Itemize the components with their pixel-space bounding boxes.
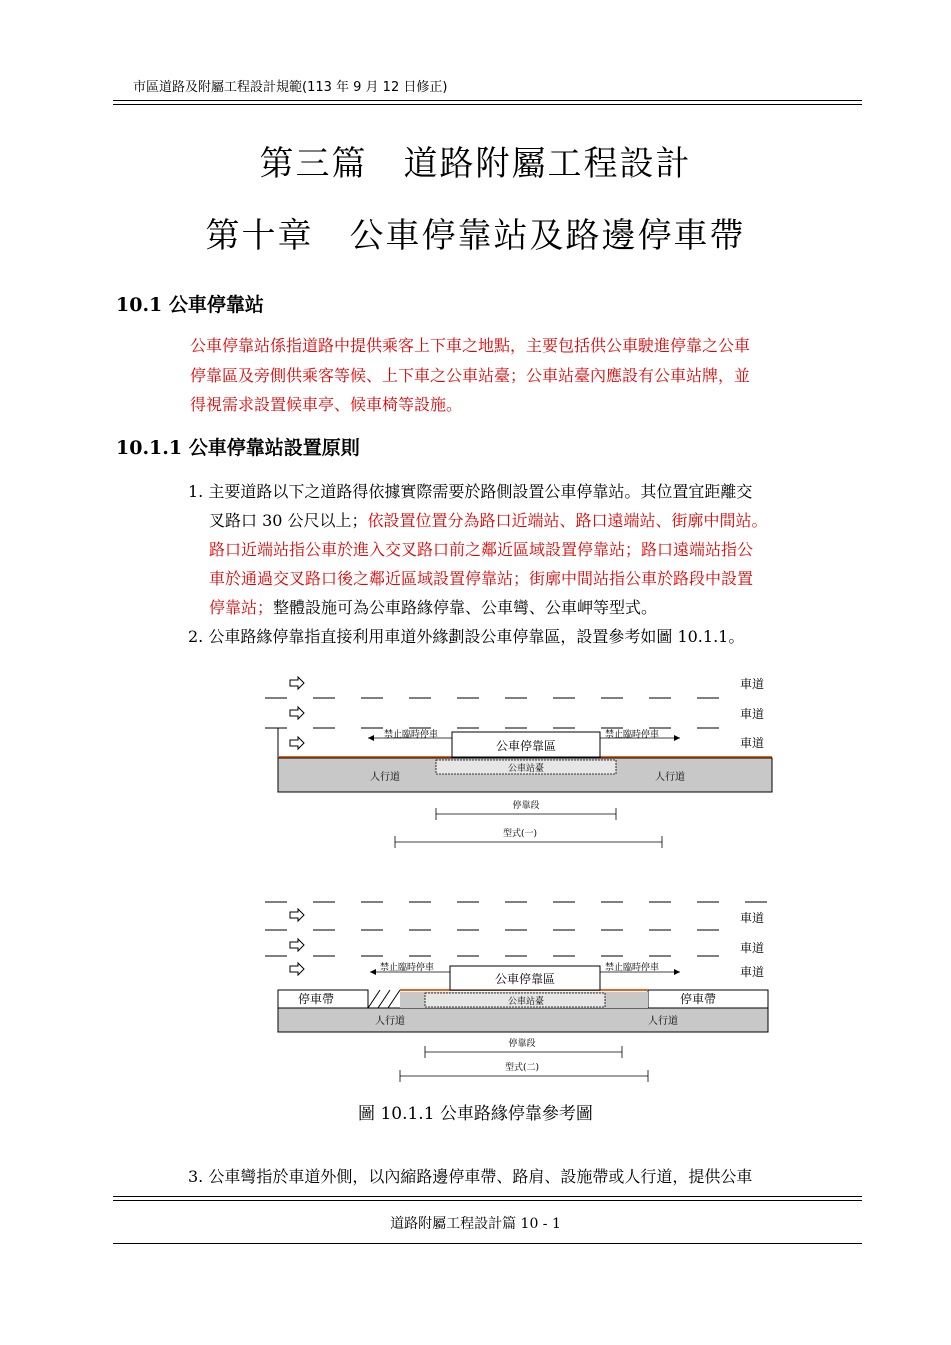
footer-rule-bottom: [113, 1243, 862, 1244]
lane-arrow-icon: [290, 677, 304, 689]
lane-label: 車道: [740, 736, 765, 750]
lane-arrow-icon: [290, 939, 304, 951]
section-10-1-body: [190, 331, 855, 420]
figure-caption: 圖 10.1.1 公車路緣停靠參考圖: [358, 1104, 593, 1124]
section-heading-10-1: 10.1 公車停靠站: [116, 294, 264, 316]
footer-rule-second: [113, 1200, 862, 1201]
type-label: 型式(一): [502, 829, 538, 839]
running-header: 市區道路及附屬工程設計規範(113 年 9 月 12 日修正): [133, 80, 448, 95]
no-stop-left-label: 禁止臨時停車: [380, 963, 435, 973]
lane-dashes: [265, 902, 775, 956]
platform-label: 公車站臺: [507, 997, 545, 1007]
list-item-1-line3: 路口近端站指公車於進入交叉路口前之鄰近區域設置停靠站；路口遠端站指公: [209, 540, 754, 559]
stop-segment-label: 停靠段: [512, 801, 540, 811]
lane-arrow-icon: [290, 909, 304, 921]
list-item-1-line2: [209, 506, 768, 536]
lane-arrow-icon: [290, 963, 304, 975]
arrow-left-icon: [370, 969, 376, 975]
list-item-2: 2. 公車路緣停靠指直接利用車道外緣劃設公車停靠區，設置參考如圖 10.1.1。: [188, 627, 745, 646]
header-rule-top: [113, 100, 862, 101]
sidewalk-left-label: 人行道: [370, 772, 400, 783]
no-stop-right-label: 禁止臨時停車: [605, 963, 660, 973]
bus-zone-label: 公車停靠區: [494, 972, 556, 986]
lane-dashes: [265, 698, 730, 728]
lane-arrow-icon: [290, 707, 304, 719]
body-line: 停靠區及旁側供乘客等候、上下車之公車站臺；公車站臺內應設有公車站牌，並: [190, 365, 751, 385]
lane-arrows: [290, 909, 304, 975]
body-line: 公車停靠站係指道路中提供乘客上下車之地點，主要包括供公車駛進停靠之公車: [190, 336, 751, 355]
no-stop-left-label: 禁止臨時停車: [384, 730, 439, 740]
list-item-1-line4: 車於通過交叉路口後之鄰近區域設置停靠站；街廓中間站指公車於路段中設置: [209, 569, 754, 588]
header-rule-bottom: [113, 104, 862, 105]
sidewalk-right-label: 人行道: [655, 772, 685, 783]
arrow-right-icon: [674, 969, 680, 975]
sidewalk: [278, 1008, 768, 1032]
arrow-right-icon: [674, 735, 680, 741]
list-item-1-text: 整體設施可為公車路緣停靠、公車彎、公車岬等型式。: [273, 598, 658, 617]
chapter-title: 第十章 公車停靠站及路邊停車帶: [205, 216, 746, 256]
type-label: 型式(二): [504, 1063, 540, 1073]
list-item-1-text: 叉路口 30 公尺以上；: [209, 511, 368, 530]
parking-right-label: 停車帶: [680, 992, 717, 1006]
lane-arrows: [290, 677, 304, 749]
lane-label: 車道: [740, 911, 765, 925]
list-item-1-line5: [209, 593, 657, 623]
page-number: 道路附屬工程設計篇 10 - 1: [390, 1216, 561, 1232]
platform-label: 公車站臺: [507, 764, 545, 774]
bus-stop-diagram-type-1: [260, 670, 780, 850]
lane-arrow-icon: [290, 737, 304, 749]
stop-segment-label: 停靠段: [508, 1039, 536, 1049]
lane-label: 車道: [740, 707, 765, 721]
sidewalk-left-label: 人行道: [375, 1016, 405, 1027]
lane-label: 車道: [740, 677, 765, 691]
list-item-1-text-red: 停靠站；: [209, 598, 274, 617]
list-item-1-text-red: 依設置位置分為路口近端站、路口遠端站、街廓中間站。: [367, 511, 768, 530]
hatch-left: [368, 990, 400, 1008]
bus-stop-diagram-type-2: [260, 890, 780, 1085]
bus-zone-label: 公車停靠區: [495, 739, 557, 753]
part-title: 第三篇 道路附屬工程設計: [259, 144, 692, 184]
section-heading-10-1-1: 10.1.1 公車停靠站設置原則: [116, 437, 360, 459]
body-line: 得視需求設置候車亭、候車椅等設施。: [190, 395, 463, 414]
list-item-1-line1: 1. 主要道路以下之道路得依據實際需要於路側設置公車停靠站。其位置宜距離交: [188, 482, 753, 501]
lane-label: 車道: [740, 965, 765, 979]
footer-rule-top: [113, 1196, 862, 1197]
arrow-left-icon: [368, 735, 374, 741]
sidewalk-right-label: 人行道: [648, 1016, 678, 1027]
parking-left-label: 停車帶: [298, 992, 335, 1006]
lane-label: 車道: [740, 941, 765, 955]
no-stop-right-label: 禁止臨時停車: [605, 730, 660, 740]
list-item-3: 3. 公車彎指於車道外側，以內縮路邊停車帶、路肩、設施帶或人行道，提供公車: [188, 1167, 753, 1186]
